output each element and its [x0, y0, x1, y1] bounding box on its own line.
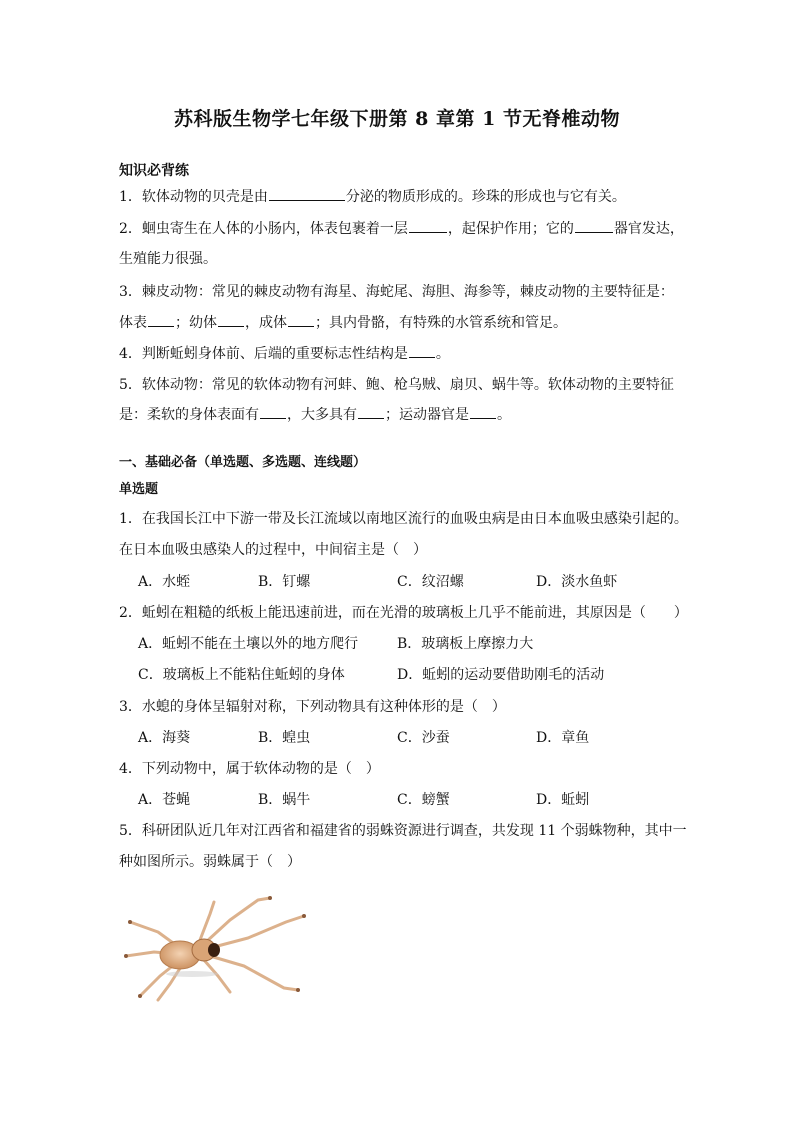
knowledge-item-5-cont: 是：柔软的身体表面有 ，大多具有 ；运动器官是 。 [119, 404, 511, 424]
section-subheading: 单选题 [119, 482, 159, 497]
question-5-cont: 种如图所示。弱蛛属于（ ） [119, 854, 301, 870]
question-3: 3．水螅的身体呈辐射对称，下列动物具有这种体形的是（ ） [119, 699, 506, 715]
q3-option-b[interactable]: B．蝗虫 [258, 730, 311, 746]
q1-option-d[interactable]: D．淡水鱼虾 [536, 574, 618, 590]
q4-option-c[interactable]: C．螃蟹 [397, 792, 450, 808]
knowledge-item-1: 1．软体动物的贝壳是由 分泌的物质形成的。珍珠的形成也与它有关。 [119, 186, 626, 206]
q3-option-d[interactable]: D．章鱼 [536, 730, 590, 746]
answer-blank[interactable] [260, 404, 286, 419]
question-1: 1．在我国长江中下游一带及长江流域以南地区流行的血吸虫病是由日本血吸虫感染引起的。 [119, 511, 688, 527]
knowledge-item-2: 2．蛔虫寄生在人体的小肠内，体表包裹着一层 ，起保护作用；它的 器官发达， [119, 218, 684, 238]
q1-option-c[interactable]: C．纹沼螺 [397, 574, 464, 590]
answer-blank[interactable] [288, 312, 314, 327]
q4-option-d[interactable]: D．蚯蚓 [536, 792, 590, 808]
q4-option-b[interactable]: B．蜗牛 [258, 792, 311, 808]
knowledge-item-3: 3．棘皮动物：常见的棘皮动物有海星、海蛇尾、海胆、海参等，棘皮动物的主要特征是： [119, 284, 674, 300]
answer-blank[interactable] [218, 312, 244, 327]
q3-option-a[interactable]: A．海葵 [138, 730, 191, 746]
spider-image [118, 892, 323, 1004]
answer-blank[interactable] [269, 186, 345, 201]
q2-option-d[interactable]: D．蚯蚓的运动要借助刚毛的活动 [397, 667, 605, 683]
knowledge-item-3-cont: 体表 ；幼体 ，成体 ；具内骨骼，有特殊的水管系统和管足。 [119, 312, 567, 332]
answer-blank[interactable] [148, 312, 174, 327]
answer-blank[interactable] [409, 343, 435, 358]
question-5: 5．科研团队近几年对江西省和福建省的弱蛛资源进行调查，共发现 11 个弱蛛物种，其中一 [119, 823, 687, 839]
q2-option-a[interactable]: A．蚯蚓不能在土壤以外的地方爬行 [138, 636, 359, 652]
section-heading: 一、基础必备（单选题、多选题、连线题） [119, 455, 367, 470]
knowledge-item-4: 4．判断蚯蚓身体前、后端的重要标志性结构是 。 [119, 343, 450, 363]
answer-blank[interactable] [470, 404, 496, 419]
knowledge-item-5: 5．软体动物：常见的软体动物有河蚌、鲍、枪乌贼、扇贝、蜗牛等。软体动物的主要特征 [119, 377, 674, 393]
answer-blank[interactable] [575, 218, 613, 233]
question-2: 2．蚯蚓在粗糙的纸板上能迅速前进，而在光滑的玻璃板上几乎不能前进，其原因是（ ） [119, 605, 688, 621]
q2-option-c[interactable]: C．玻璃板上不能粘住蚯蚓的身体 [138, 667, 345, 683]
answer-blank[interactable] [358, 404, 384, 419]
page-title: 苏科版生物学七年级下册第 8 章第 1 节无脊椎动物 [174, 108, 620, 130]
knowledge-item-2-cont: 生殖能力很强。 [119, 251, 217, 267]
q1-option-b[interactable]: B．钉螺 [258, 574, 311, 590]
q3-option-c[interactable]: C．沙蚕 [397, 730, 450, 746]
q2-option-b[interactable]: B．玻璃板上摩擦力大 [397, 636, 534, 652]
q1-option-a[interactable]: A．水蛭 [138, 574, 191, 590]
question-1-cont: 在日本血吸虫感染人的过程中，中间宿主是（ ） [119, 542, 427, 558]
knowledge-heading: 知识必背练 [119, 163, 189, 179]
question-4: 4．下列动物中，属于软体动物的是（ ） [119, 761, 380, 777]
answer-blank[interactable] [409, 218, 447, 233]
q4-option-a[interactable]: A．苍蝇 [138, 792, 191, 808]
